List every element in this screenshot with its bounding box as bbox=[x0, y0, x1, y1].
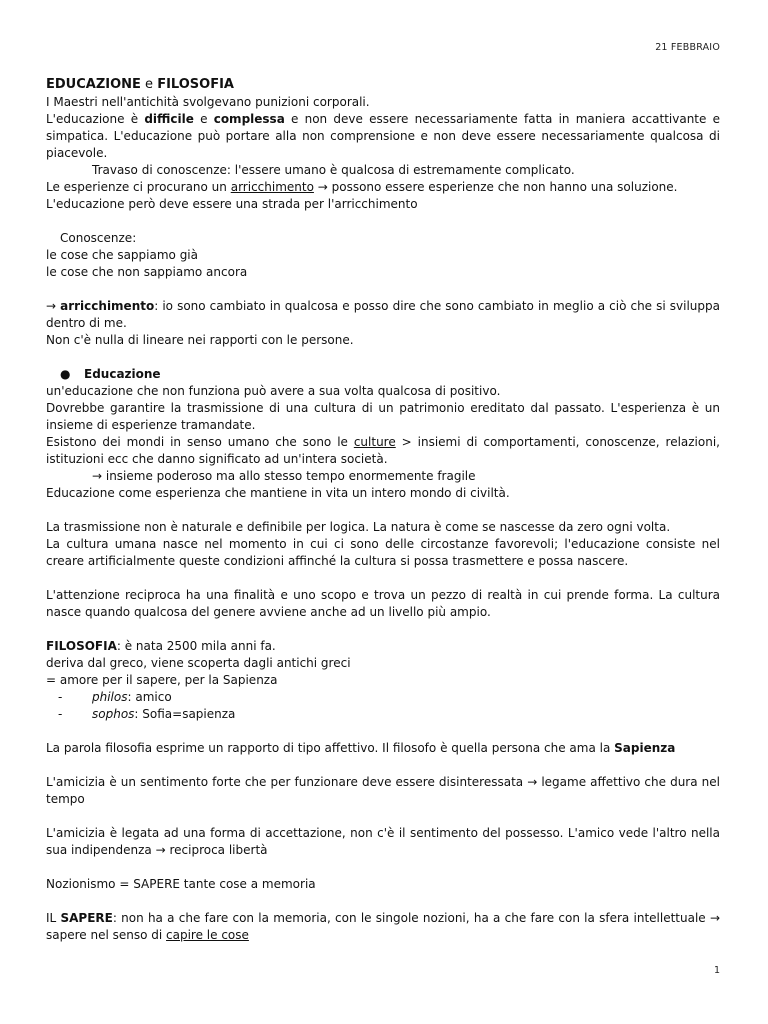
page-title bbox=[46, 76, 720, 94]
bullet-label: Educazione bbox=[84, 367, 161, 381]
underlined-text: capire le cose bbox=[166, 928, 249, 942]
paragraph: Dovrebbe garantire la trasmissione di una cultura di un patrimonio ereditato dal passato. L'esperienza è un insieme di esperienze tramandate. bbox=[46, 401, 720, 432]
paragraph: → insieme poderoso ma allo stesso tempo enormemente fragile bbox=[92, 469, 476, 483]
paragraph: I Maestri nell'antichità svolgevano punizioni corporali. bbox=[46, 95, 370, 109]
paragraph: → arricchimento: io sono cambiato in qualcosa e posso dire che sono cambiato in meglio a ciò che si sviluppa dentro di me. bbox=[46, 299, 720, 330]
paragraph: La parola filosofia esprime un rapporto di tipo affettivo. Il filosofo è quella persona che ama la Sapienza bbox=[46, 741, 676, 755]
header-date: 21 FEBBRAIO bbox=[655, 42, 720, 53]
paragraph: un'educazione che non funziona può avere a sua volta qualcosa di positivo. bbox=[46, 384, 501, 398]
dash-item: - philos: amico bbox=[58, 690, 172, 704]
paragraph: FILOSOFIA: è nata 2500 mila anni fa. bbox=[46, 639, 276, 653]
paragraph: L'attenzione reciproca ha una finalità e uno scopo e trova un pezzo di realtà in cui prende forma. La cultura nasce quando qualcosa del genere avviene anche ad un livello più ampio. bbox=[46, 588, 720, 619]
paragraph: Le esperienze ci procurano un arricchimento → possono essere esperienze che non hanno una soluzione. bbox=[46, 180, 678, 194]
paragraph: le cose che sappiamo già bbox=[46, 248, 198, 262]
underlined-text: culture bbox=[353, 435, 396, 449]
title-part2: FILOSOFIA bbox=[157, 77, 234, 92]
paragraph: Nozionismo = SAPERE tante cose a memoria bbox=[46, 877, 316, 891]
paragraph: L'amicizia è un sentimento forte che per funzionare deve essere disinteressata → legame affettivo che dura nel tempo bbox=[46, 775, 720, 806]
paragraph: Esistono dei mondi in senso umano che sono le culture > insiemi di comportamenti, conoscenze, relazioni, istituzioni ecc che danno significato ad un'intera società. bbox=[46, 435, 720, 466]
paragraph: L'amicizia è legata ad una forma di accettazione, non c'è il sentimento del possesso. L'amico vede l'altro nella sua indipendenza → reciproca libertà bbox=[46, 826, 720, 857]
paragraph: deriva dal greco, viene scoperta dagli antichi greci bbox=[46, 656, 351, 670]
title-conjunction: e bbox=[145, 77, 154, 92]
paragraph: L'educazione è difficile e complessa e non deve essere necessariamente fatta in maniera accattivante e simpatica. L'educazione può portare alla non comprensione e non deve essere necessariamente qualcosa di piacevole. bbox=[46, 112, 720, 160]
dash-item: - sophos: Sofia=sapienza bbox=[58, 707, 236, 721]
bullet-item bbox=[46, 366, 720, 383]
paragraph: Non c'è nulla di lineare nei rapporti con le persone. bbox=[46, 333, 354, 347]
underlined-text: arricchimento bbox=[230, 180, 314, 194]
paragraph: Conoscenze: bbox=[60, 231, 137, 245]
title-part1: EDUCAZIONE bbox=[46, 77, 141, 92]
paragraph: le cose che non sappiamo ancora bbox=[46, 265, 248, 279]
paragraph: La trasmissione non è naturale e definibile per logica. La natura è come se nascesse da zero ogni volta. bbox=[46, 520, 671, 534]
paragraph: L'educazione però deve essere una strada per l'arricchimento bbox=[46, 197, 418, 211]
paragraph: = amore per il sapere, per la Sapienza bbox=[46, 673, 278, 687]
paragraph: La cultura umana nasce nel momento in cui ci sono delle circostanze favorevoli; l'educazione consiste nel creare artificialmente queste condizioni affinché la cultura si possa trasmettere e possa nascere. bbox=[46, 537, 720, 568]
document-body bbox=[46, 76, 720, 944]
paragraph: IL SAPERE: non ha a che fare con la memoria, con le singole nozioni, ha a che fare con la sfera intellettuale → sapere nel senso di capire le cose bbox=[46, 911, 720, 942]
paragraph: Travaso di conoscenze: l'essere umano è qualcosa di estremamente complicato. bbox=[92, 163, 575, 177]
page-number: 1 bbox=[713, 965, 720, 976]
bullet-icon: ● bbox=[60, 367, 71, 381]
paragraph: Educazione come esperienza che mantiene in vita un intero mondo di civiltà. bbox=[46, 486, 510, 500]
